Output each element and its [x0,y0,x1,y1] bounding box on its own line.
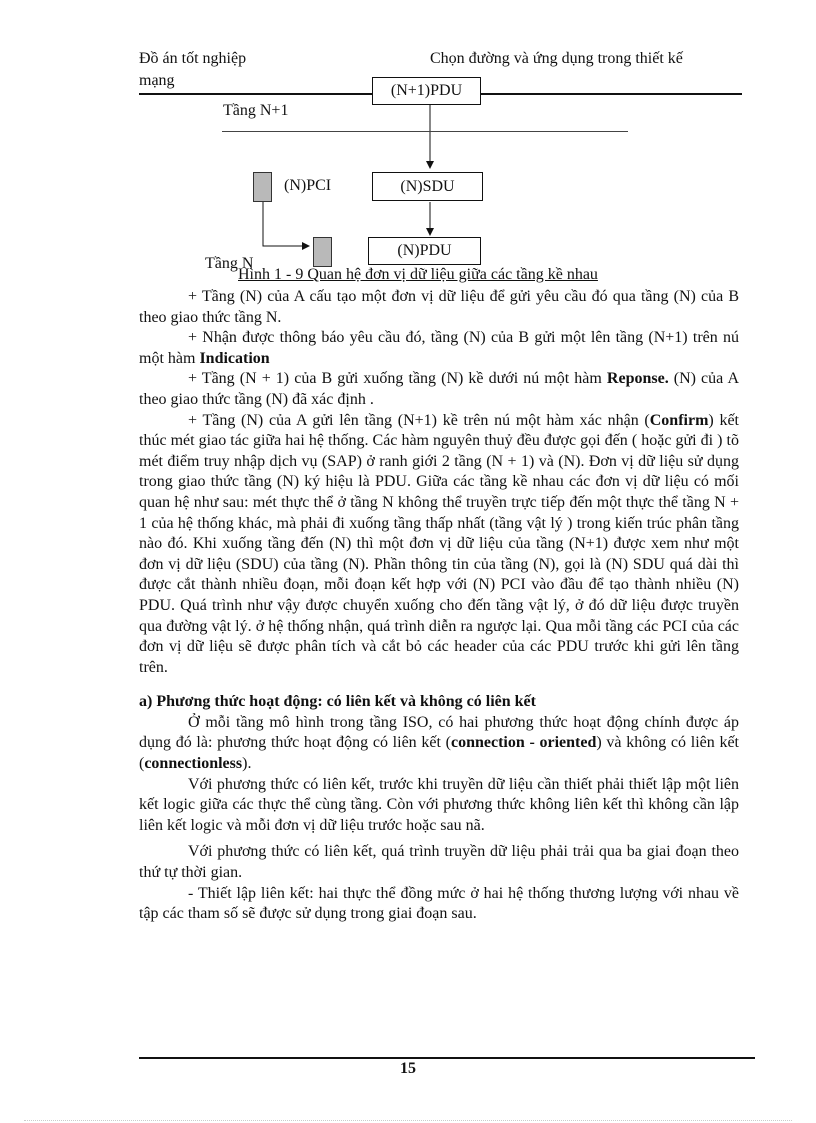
paragraph-5-text-b: ) và không có liên kết ( [139,734,739,773]
paragraph-5-text-a: Ở mỗi tầng mô hình trong tầng ISO, có hai phương thức hoạt động chính được áp dụng đó là: phương thức hoạt động có liên kết ( [139,713,739,752]
paragraph-4-text-a: + Tầng (N) của A gửi lên tầng (N+1) kề trên nú một hàm xác nhận ( [188,411,650,429]
paragraph-3 [139,369,739,410]
header-left-title: Đồ án tốt nghiệp [139,50,247,67]
confirm-term: Confirm [649,411,709,429]
box-n-pdu [368,237,481,265]
box-n-pdu-label: (N)PDU [397,242,452,259]
paragraph-7: Với phương thức có liên kết, quá trình truyền dữ liệu phải trải qua ba giai đoạn theo thứ tự thời gian. [139,843,739,882]
box-sdu [372,172,483,201]
box-sdu-label: (N)SDU [400,177,455,195]
section-heading-text: Phương thức hoạt động: có liên kết và không có liên kết [156,693,536,711]
pci-block-attached [313,237,332,267]
paragraph-6: Với phương thức có liên kết, trước khi truyền dữ liệu cần thiết phải thiết lập một liên kết logic giữa các thực thể cùng tầng. Còn với phương thức không liên kết thì không cần lập liên kết logic và mỗi đơn vị dữ liệu trước hoặc sau nã. [139,775,739,834]
paragraph-5 [139,713,739,775]
figure-caption: Hình 1 - 9 Quan hệ đơn vị dữ liệu giữa các tầng kề nhau [238,266,598,283]
section-heading-index: a) [139,693,153,711]
paragraph-1: + Tầng (N) của A cấu tạo một đơn vị dữ liệu để gửi yêu cầu đó qua tầng (N) của B theo giao thức tầng N. [139,288,739,326]
paragraph-4 [139,411,739,679]
connection-oriented-term: connection - oriented [450,734,597,752]
footer-rule [139,1057,755,1059]
paragraph-2-text: + Nhận được thông báo yêu cầu đó, tầng (N) của B gửi một lên tầng (N+1) trên nú một hàm [139,329,739,367]
pci-block [253,172,272,202]
indication-term: Indication [199,349,270,367]
paragraph-8: - Thiết lập liên kết: hai thực thể đồng mức ở hai hệ thống thương lượng với nhau về tập các tham số sẽ được sử dụng trong giai đoạn sau. [139,884,739,923]
arrow-pci-to-pdu [263,202,309,246]
paragraph-4-text-b: ) kết thúc mét giao tác giữa hai hệ thống. Các hàm nguyên thuỷ đều được gọi đến ( hoặc gửi đi ) tõ mét điểm truy nhập dịch vụ (SAP) ở ranh giới 2 tầng (N + 1) và (N). Đơn vị dữ liệu sử dụng trong giao thức tầng (N) ký hiệu là PDU. Giữa các tầng kề nhau các đơn vị dữ liệu có mối quan hệ như sau: mét thực thể ở tầng N không thể truyền trực tiếp đến một thực thể tầng N + 1 của hệ thống khác, mà phải đi xuống tầng thấp nhất (tầng vật lý ) trong kiến trúc phân tầng nào đó. Khi xuống tầng đến (N) thì một đơn vị dữ liệu của tầng (N+1) được xem như một đơn vị dữ liệu (SDU) của tầng (N). Phần thông tin của tầng (N), gọi là (N) SDU quá dài thì được cắt thành nhiều đoạn, mỗi đoạn kết hợp với (N) PCI vào đầu để tạo thành nhiều (N) PDU. Quá trình như vậy được chuyển xuống cho đến tầng vật lý, ở đó dữ liệu được truyền qua đường vật lý. ở hệ thống nhận, quá trình diễn ra ngược lại. Qua mỗi tầng các PCI của các đơn vị dữ liệu sẽ được phân tích và cắt bỏ các header của các PDU trước khi gửi lên tầng trên. [139,411,739,676]
body-text [139,287,739,925]
page-edge-dotted-line [24,1120,792,1121]
paragraph-3-text: + Tầng (N + 1) của B gửi xuống tầng (N) kề dưới nú một hàm [188,370,607,388]
connectionless-term: connectionless [144,755,243,773]
section-heading [139,692,739,713]
header-right-title: Chọn đường và ứng dụng trong thiết kế [430,50,683,67]
layer-n1-label: Tầng N+1 [223,102,289,119]
layer-boundary-line [222,131,628,132]
paragraph-3-tail: (N) của A theo giao thức tầng (N) đã xác định . [139,370,739,408]
paragraph-5-text-c: ). [242,755,252,773]
pci-label: (N)PCI [284,177,332,194]
box-n1-pdu-label: (N+1)PDU [390,82,463,99]
header-left-title-line2: mạng [139,72,175,89]
box-n1-pdu [372,77,481,105]
reponse-term: Reponse. [606,370,669,388]
paragraph-2 [139,328,739,369]
layer-n-label: Tầng N [205,255,254,272]
page-number: 15 [400,1060,416,1077]
